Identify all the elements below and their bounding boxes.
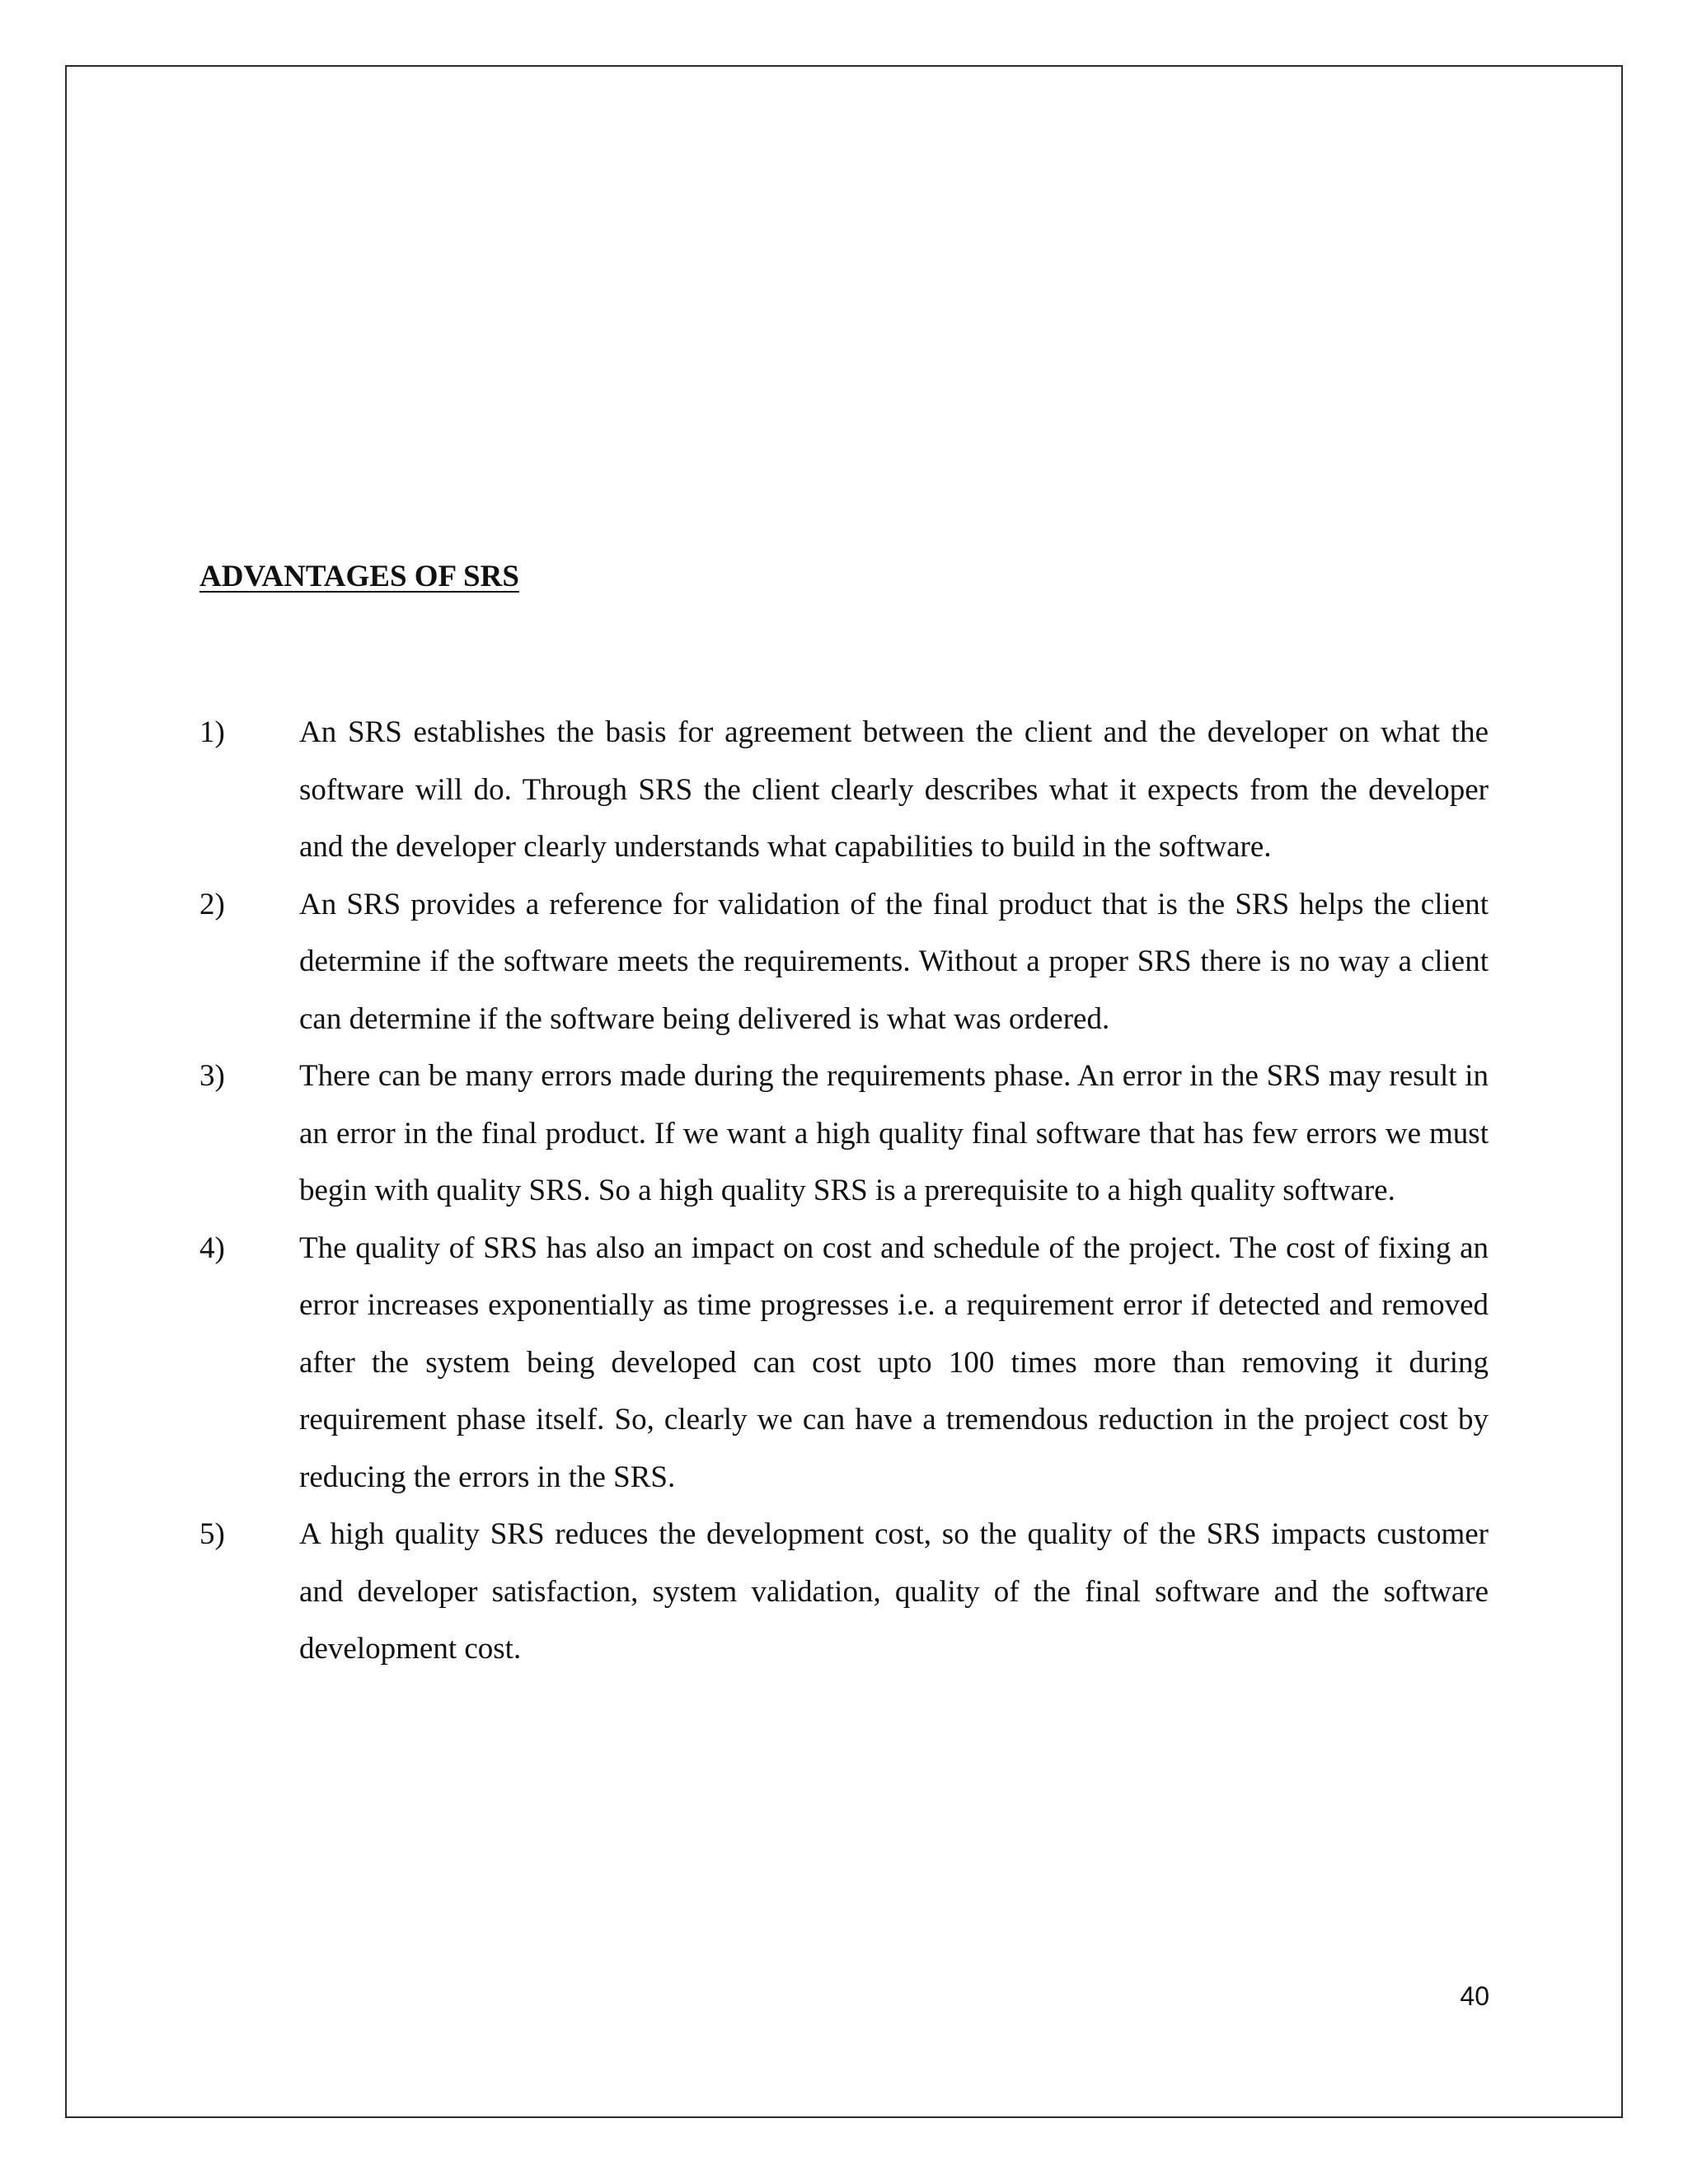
list-item [199, 704, 1489, 876]
list-item [199, 876, 1489, 1048]
list-item-text: An SRS establishes the basis for agreement between the client and the developer on what the software will do. Through SRS the client clearly describes what it expects from the developer and the developer clearly understands what capabilities to build in the software. [299, 715, 1489, 864]
list-item-number: 2) [199, 887, 225, 921]
list-item-number: 5) [199, 1517, 225, 1551]
list-item [199, 1220, 1489, 1507]
list-item-text: The quality of SRS has also an impact on cost and schedule of the project. The cost of fixing an error increases exponentially as time progresses i.e. a requirement error if detected and removed after the system being developed can cost upto 100 times more than removing it during requirement phase itself. So, clearly we can have a tremendous reduction in the project cost by reducing the errors in the SRS. [299, 1230, 1489, 1494]
list-item-number: 1) [199, 715, 225, 749]
list-item-number: 4) [199, 1230, 225, 1265]
list-item [199, 1506, 1489, 1678]
list-item [199, 1047, 1489, 1220]
list-item-text: An SRS provides a reference for validation of the final product that is the SRS helps the client determine if the software meets the requirements. Without a proper SRS there is no way a client can determine if the software being delivered is what was ordered. [299, 887, 1489, 1036]
section-heading: ADVANTAGES OF SRS [199, 560, 519, 593]
advantages-list [199, 704, 1489, 1678]
page-number: 40 [1460, 1981, 1489, 2011]
list-item-number: 3) [199, 1059, 225, 1093]
list-item-text: There can be many errors made during the requirements phase. An error in the SRS may result in an error in the final product. If we want a high quality final software that has few errors we must begin with quality SRS. So a high quality SRS is a prerequisite to a high quality software. [299, 1059, 1489, 1207]
list-item-text: A high quality SRS reduces the development cost, so the quality of the SRS impacts customer and developer satisfaction, system validation, quality of the final software and the software development cost. [299, 1517, 1489, 1666]
